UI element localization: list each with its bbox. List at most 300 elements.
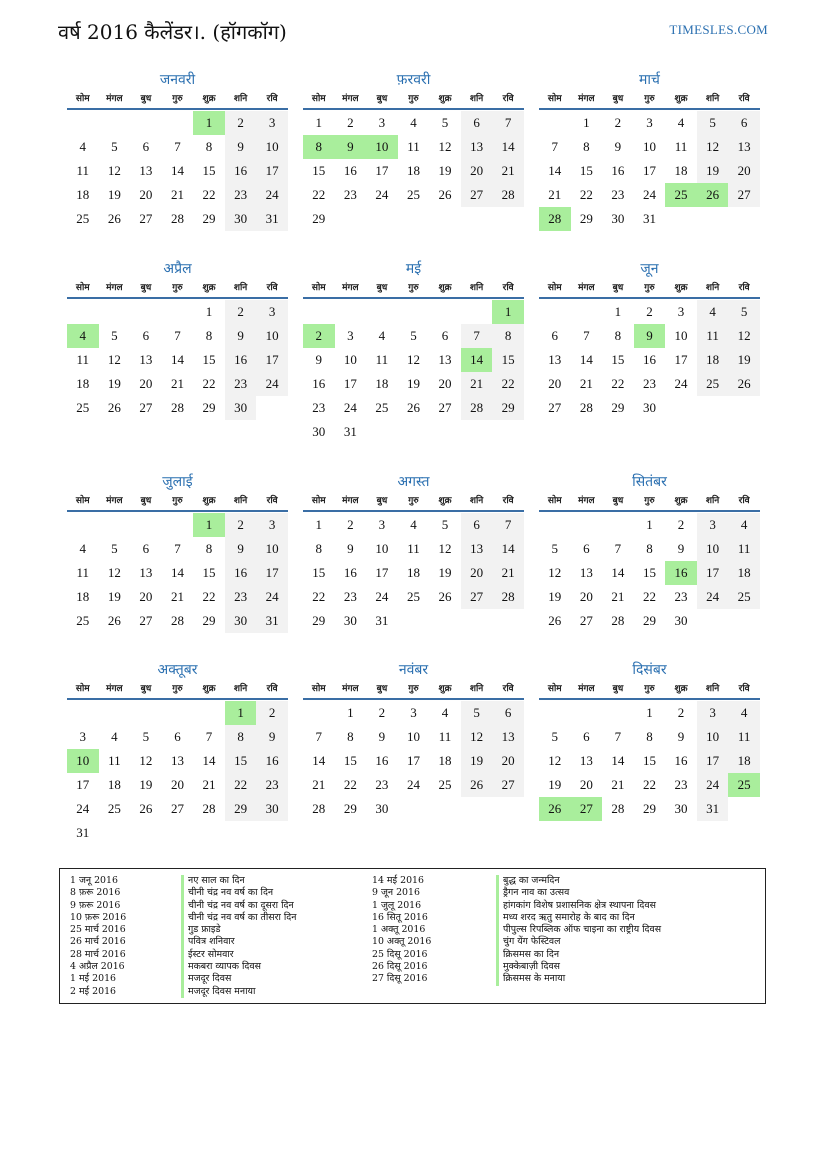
day-cell: 18 xyxy=(375,376,389,391)
day-cell: 23 xyxy=(642,376,656,391)
day-cell: 11 xyxy=(375,352,389,367)
day-cell: 27 xyxy=(548,400,562,415)
day-cell: 2 xyxy=(225,513,257,537)
day-cell: 5 xyxy=(728,300,760,324)
day-cell: 23 xyxy=(343,187,357,202)
day-grid xyxy=(67,300,288,420)
weekday-label: शनि xyxy=(705,684,720,694)
day-cell: 12 xyxy=(438,541,452,556)
weekday-label: रवि xyxy=(266,496,278,506)
day-cell: 25 xyxy=(76,613,90,628)
day-cell: 18 xyxy=(438,753,452,768)
empty-cell xyxy=(130,513,162,537)
day-cell: 27 xyxy=(728,183,760,207)
holiday-dates-right xyxy=(372,875,431,986)
weekday-label: सोम xyxy=(311,94,326,104)
day-cell: 15 xyxy=(642,753,656,768)
weekday-label: गुरु xyxy=(172,684,183,694)
day-cell: 26 xyxy=(461,773,493,797)
holiday-entry: 26 मार्च 2016 xyxy=(70,936,126,948)
weekday-label: मंगल xyxy=(106,283,123,293)
day-cell: 4 xyxy=(79,139,87,154)
holiday-entry: नए साल का दिन xyxy=(181,875,296,887)
day-grid xyxy=(303,300,524,444)
empty-cell xyxy=(99,300,131,324)
weekday-label: शनि xyxy=(233,684,248,694)
day-cell: 9 xyxy=(677,729,685,744)
day-cell: 22 xyxy=(312,187,326,202)
day-cell: 19 xyxy=(728,348,760,372)
day-cell: 2 xyxy=(225,111,257,135)
day-cell: 20 xyxy=(170,777,184,792)
empty-cell xyxy=(162,513,194,537)
day-cell: 17 xyxy=(642,163,656,178)
empty-cell xyxy=(67,513,99,537)
day-cell: 22 xyxy=(642,777,656,792)
day-cell: 7 xyxy=(315,729,323,744)
day-cell: 27 xyxy=(139,211,153,226)
weekday-label: रवि xyxy=(738,496,750,506)
month-name: फ़रवरी xyxy=(396,72,431,88)
day-cell: 27 xyxy=(139,613,153,628)
holiday-day-cell: 26 xyxy=(539,797,571,821)
weekday-label: गुरु xyxy=(644,283,655,293)
day-grid xyxy=(67,701,288,845)
day-cell: 14 xyxy=(170,163,184,178)
day-cell: 10 xyxy=(375,541,389,556)
day-cell: 1 xyxy=(315,115,323,130)
day-cell: 22 xyxy=(202,187,216,202)
day-cell: 23 xyxy=(225,183,257,207)
day-cell: 18 xyxy=(107,777,121,792)
month-name: जून xyxy=(640,261,659,277)
day-cell: 26 xyxy=(107,211,121,226)
day-cell: 25 xyxy=(728,585,760,609)
holiday-entry: 4 अप्रैल 2016 xyxy=(70,961,125,973)
day-cell: 19 xyxy=(461,749,493,773)
weekday-label: शुक्र xyxy=(438,496,452,506)
day-cell: 7 xyxy=(551,139,559,154)
day-cell: 7 xyxy=(174,541,181,556)
day-cell: 4 xyxy=(410,115,417,130)
day-cell: 14 xyxy=(611,753,625,768)
day-cell: 24 xyxy=(375,589,389,604)
day-cell: 9 xyxy=(225,135,257,159)
day-cell: 6 xyxy=(441,328,449,343)
day-grid xyxy=(303,701,524,821)
day-cell: 2 xyxy=(225,300,257,324)
day-cell: 23 xyxy=(674,589,688,604)
day-cell: 16 xyxy=(256,749,288,773)
day-cell: 14 xyxy=(170,565,184,580)
weekday-label: शनि xyxy=(233,283,248,293)
holiday-entry: 1 जुलू 2016 xyxy=(372,899,422,911)
day-cell: 15 xyxy=(225,749,257,773)
day-cell: 6 xyxy=(142,541,150,556)
day-cell: 4 xyxy=(378,328,386,343)
holiday-day-cell: 25 xyxy=(728,773,760,797)
holiday-day-cell: 28 xyxy=(539,207,571,231)
day-cell: 16 xyxy=(642,352,656,367)
day-cell: 3 xyxy=(410,705,417,720)
weekday-label: सोम xyxy=(75,283,90,293)
day-cell: 3 xyxy=(256,513,288,537)
day-cell: 11 xyxy=(438,729,452,744)
day-cell: 11 xyxy=(76,163,90,178)
day-cell: 25 xyxy=(76,211,90,226)
empty-cell xyxy=(162,111,194,135)
day-cell: 19 xyxy=(107,376,121,391)
holiday-entry: 26 दिसू 2016 xyxy=(372,961,428,973)
day-cell: 20 xyxy=(139,589,153,604)
empty-cell xyxy=(193,701,225,725)
weekday-label: गुरु xyxy=(172,94,183,104)
day-cell: 9 xyxy=(378,729,386,744)
day-cell: 14 xyxy=(492,135,524,159)
day-cell: 24 xyxy=(343,400,357,415)
day-cell: 1 xyxy=(315,517,323,532)
day-cell: 2 xyxy=(378,705,386,720)
day-cell: 14 xyxy=(492,537,524,561)
holiday-entry: 28 मार्च 2016 xyxy=(70,948,126,960)
holiday-entry: मकबरा व्यापक दिवस xyxy=(181,961,296,973)
weekday-label: रवि xyxy=(502,684,514,694)
weekday-label: बुध xyxy=(140,94,152,104)
day-cell: 16 xyxy=(225,348,257,372)
day-cell: 22 xyxy=(611,376,625,391)
day-cell: 7 xyxy=(174,328,181,343)
holiday-entry: क्रिसमस के मनाया xyxy=(496,973,661,985)
day-cell: 12 xyxy=(107,163,121,178)
day-grid xyxy=(539,111,760,231)
day-cell: 23 xyxy=(375,777,389,792)
month-10 xyxy=(67,660,288,845)
day-cell: 14 xyxy=(579,352,593,367)
day-cell: 9 xyxy=(256,725,288,749)
day-cell: 23 xyxy=(611,187,625,202)
holiday-entry: चीनी चंद्र नव वर्ष का दूसरा दिन xyxy=(181,900,296,912)
day-cell: 28 xyxy=(170,400,184,415)
day-cell: 4 xyxy=(728,701,760,725)
day-cell: 3 xyxy=(256,300,288,324)
day-cell: 3 xyxy=(347,328,354,343)
weekday-label: शनि xyxy=(233,496,248,506)
holiday-entry: चीनी चंद्र नव वर्ष का दिन xyxy=(181,887,296,899)
day-cell: 17 xyxy=(375,565,389,580)
holiday-entry: चीनी चंद्र नव वर्ष का तीसरा दिन xyxy=(181,912,296,924)
day-cell: 29 xyxy=(312,613,326,628)
weekday-label: मंगल xyxy=(106,496,123,506)
day-grid xyxy=(67,111,288,231)
holiday-entry: 1 जनू 2016 xyxy=(70,875,118,886)
day-cell: 2 xyxy=(677,517,685,532)
weekday-label: रवि xyxy=(266,684,278,694)
day-cell: 10 xyxy=(697,537,729,561)
day-cell: 5 xyxy=(551,729,559,744)
day-cell: 13 xyxy=(579,565,593,580)
day-cell: 22 xyxy=(202,376,216,391)
day-cell: 29 xyxy=(492,396,524,420)
month-8 xyxy=(303,472,524,633)
day-cell: 30 xyxy=(674,801,688,816)
day-cell: 12 xyxy=(548,753,562,768)
day-cell: 23 xyxy=(225,585,257,609)
day-grid xyxy=(67,513,288,633)
day-cell: 8 xyxy=(347,729,354,744)
day-cell: 9 xyxy=(225,324,257,348)
holiday-day-cell: 10 xyxy=(67,749,99,773)
holiday-list-box xyxy=(59,868,766,1004)
day-cell: 25 xyxy=(406,187,420,202)
day-cell: 22 xyxy=(579,187,593,202)
empty-cell xyxy=(162,701,194,725)
day-cell: 4 xyxy=(410,517,417,532)
day-cell: 17 xyxy=(76,777,90,792)
day-grid xyxy=(539,701,760,821)
day-cell: 12 xyxy=(728,324,760,348)
holiday-day-cell: 1 xyxy=(225,701,257,725)
day-cell: 6 xyxy=(492,701,524,725)
day-cell: 10 xyxy=(642,139,656,154)
weekday-label: सोम xyxy=(75,684,90,694)
holiday-entry: 27 दिसू 2016 xyxy=(372,973,428,985)
day-cell: 20 xyxy=(139,187,153,202)
day-cell: 9 xyxy=(315,352,323,367)
empty-cell xyxy=(130,701,162,725)
day-cell: 10 xyxy=(256,537,288,561)
day-cell: 13 xyxy=(548,352,562,367)
day-cell: 4 xyxy=(728,513,760,537)
day-cell: 8 xyxy=(614,328,622,343)
weekday-header xyxy=(303,279,524,299)
holiday-entry: 16 सितू 2016 xyxy=(372,911,428,923)
day-cell: 4 xyxy=(79,541,87,556)
day-cell: 3 xyxy=(697,513,729,537)
empty-cell xyxy=(99,111,131,135)
empty-cell xyxy=(571,513,603,537)
day-cell: 1 xyxy=(583,115,590,130)
day-cell: 25 xyxy=(438,777,452,792)
weekday-label: गुरु xyxy=(408,496,419,506)
site-link[interactable]: TIMESLES.COM xyxy=(669,22,768,37)
holiday-entry: मजदूर दिवस मनाया xyxy=(181,986,296,998)
day-cell: 8 xyxy=(225,725,257,749)
day-cell: 3 xyxy=(697,701,729,725)
month-2 xyxy=(303,70,524,231)
day-cell: 29 xyxy=(312,211,326,226)
empty-cell xyxy=(303,300,335,324)
weekday-label: शनि xyxy=(705,94,720,104)
empty-cell xyxy=(571,701,603,725)
day-cell: 26 xyxy=(728,372,760,396)
day-cell: 22 xyxy=(312,589,326,604)
weekday-label: गुरु xyxy=(644,94,655,104)
weekday-label: रवि xyxy=(266,94,278,104)
day-cell: 20 xyxy=(461,561,493,585)
day-cell: 11 xyxy=(407,541,420,556)
day-cell: 21 xyxy=(611,777,625,792)
holiday-day-cell: 1 xyxy=(492,300,524,324)
weekday-label: बुध xyxy=(140,496,152,506)
day-cell: 24 xyxy=(256,585,288,609)
day-cell: 31 xyxy=(256,207,288,231)
weekday-label: शुक्र xyxy=(202,684,216,694)
day-cell: 29 xyxy=(202,613,216,628)
day-cell: 31 xyxy=(343,424,357,439)
day-cell: 20 xyxy=(548,376,562,391)
day-cell: 26 xyxy=(139,801,153,816)
day-cell: 21 xyxy=(492,159,524,183)
day-cell: 21 xyxy=(312,777,326,792)
weekday-label: सोम xyxy=(311,283,326,293)
weekday-label: सोम xyxy=(75,496,90,506)
day-cell: 2 xyxy=(347,517,354,532)
day-cell: 26 xyxy=(406,400,420,415)
day-cell: 31 xyxy=(642,211,656,226)
day-cell: 23 xyxy=(674,777,688,792)
day-cell: 10 xyxy=(697,725,729,749)
day-cell: 21 xyxy=(170,376,184,391)
month-name: मई xyxy=(405,261,422,277)
weekday-label: बुध xyxy=(140,684,152,694)
weekday-label: सोम xyxy=(311,684,326,694)
day-cell: 16 xyxy=(312,376,326,391)
weekday-label: गुरु xyxy=(644,496,655,506)
day-cell: 3 xyxy=(378,115,386,130)
weekday-label: शुक्र xyxy=(674,684,688,694)
day-cell: 25 xyxy=(697,372,729,396)
day-cell: 3 xyxy=(646,115,653,130)
day-cell: 28 xyxy=(461,396,493,420)
day-cell: 19 xyxy=(438,163,452,178)
weekday-label: शनि xyxy=(469,496,484,506)
weekday-label: मंगल xyxy=(578,684,595,694)
month-name: जुलाई xyxy=(162,474,193,490)
holiday-day-cell: 4 xyxy=(67,324,99,348)
day-cell: 30 xyxy=(674,613,688,628)
empty-cell xyxy=(602,513,634,537)
day-grid xyxy=(303,513,524,633)
holiday-day-cell: 26 xyxy=(697,183,729,207)
month-name: दिसंबर xyxy=(632,662,667,678)
day-cell: 16 xyxy=(611,163,625,178)
weekday-label: मंगल xyxy=(106,94,123,104)
weekday-header xyxy=(539,680,760,700)
day-cell: 13 xyxy=(438,352,452,367)
day-cell: 8 xyxy=(205,328,213,343)
weekday-label: शुक्र xyxy=(438,684,452,694)
empty-cell xyxy=(429,300,461,324)
day-cell: 28 xyxy=(202,801,216,816)
day-cell: 15 xyxy=(202,163,216,178)
day-cell: 5 xyxy=(142,729,150,744)
holiday-day-cell: 2 xyxy=(303,324,335,348)
weekday-label: गुरु xyxy=(408,684,419,694)
day-cell: 2 xyxy=(347,115,354,130)
day-cell: 14 xyxy=(202,753,216,768)
weekday-label: मंगल xyxy=(106,684,123,694)
day-cell: 1 xyxy=(205,304,213,319)
day-cell: 1 xyxy=(614,304,622,319)
day-cell: 28 xyxy=(170,211,184,226)
holiday-entry: 14 मई 2016 xyxy=(372,875,424,886)
holiday-entry: 1 मई 2016 xyxy=(70,973,116,985)
empty-cell xyxy=(461,300,493,324)
day-cell: 11 xyxy=(728,537,760,561)
weekday-header xyxy=(67,90,288,110)
day-cell: 25 xyxy=(406,589,420,604)
month-3 xyxy=(539,70,760,231)
day-cell: 13 xyxy=(139,352,153,367)
holiday-entry: ईस्टर सोमवार xyxy=(181,949,296,961)
empty-cell xyxy=(366,300,398,324)
empty-cell xyxy=(67,300,99,324)
holiday-day-cell: 16 xyxy=(665,561,697,585)
day-cell: 6 xyxy=(174,729,181,744)
day-cell: 18 xyxy=(406,163,420,178)
day-cell: 5 xyxy=(697,111,729,135)
day-cell: 5 xyxy=(111,541,118,556)
day-cell: 2 xyxy=(256,701,288,725)
day-cell: 27 xyxy=(438,400,452,415)
day-cell: 6 xyxy=(142,139,150,154)
holiday-names-left xyxy=(181,875,296,998)
month-name: मार्च xyxy=(639,72,660,88)
day-cell: 22 xyxy=(225,773,257,797)
day-cell: 20 xyxy=(438,376,452,391)
day-cell: 11 xyxy=(76,565,90,580)
day-cell: 16 xyxy=(225,159,257,183)
weekday-label: मंगल xyxy=(578,283,595,293)
empty-cell xyxy=(303,701,335,725)
holiday-entry: मुक्केबाज़ी दिवस xyxy=(496,961,661,973)
holiday-dates-left xyxy=(70,875,126,998)
month-6 xyxy=(539,259,760,420)
holiday-day-cell: 27 xyxy=(571,797,603,821)
day-cell: 30 xyxy=(642,400,656,415)
day-cell: 29 xyxy=(642,613,656,628)
day-cell: 16 xyxy=(375,753,389,768)
weekday-label: शुक्र xyxy=(674,94,688,104)
day-cell: 18 xyxy=(406,565,420,580)
day-cell: 9 xyxy=(225,537,257,561)
day-cell: 19 xyxy=(548,589,562,604)
day-cell: 9 xyxy=(614,139,622,154)
day-cell: 28 xyxy=(492,585,524,609)
weekday-header xyxy=(303,680,524,700)
day-cell: 13 xyxy=(139,565,153,580)
holiday-entry: 9 जून 2016 xyxy=(372,887,420,899)
day-cell: 27 xyxy=(461,585,493,609)
holiday-entry: 8 फ़रू 2016 xyxy=(70,887,121,899)
day-cell: 9 xyxy=(347,541,354,556)
weekday-label: रवि xyxy=(502,496,514,506)
day-cell: 26 xyxy=(548,613,562,628)
day-cell: 21 xyxy=(461,372,493,396)
page-title: वर्ष 2016 कैलेंडर।. (हॉगकॉग) xyxy=(58,20,287,44)
month-name: जनवरी xyxy=(159,72,196,88)
weekday-header xyxy=(303,90,524,110)
day-cell: 24 xyxy=(642,187,656,202)
month-7 xyxy=(67,472,288,633)
empty-cell xyxy=(130,111,162,135)
day-cell: 29 xyxy=(202,211,216,226)
day-cell: 23 xyxy=(225,372,257,396)
empty-cell xyxy=(67,111,99,135)
day-grid xyxy=(539,513,760,633)
day-cell: 21 xyxy=(492,561,524,585)
day-cell: 12 xyxy=(107,565,121,580)
